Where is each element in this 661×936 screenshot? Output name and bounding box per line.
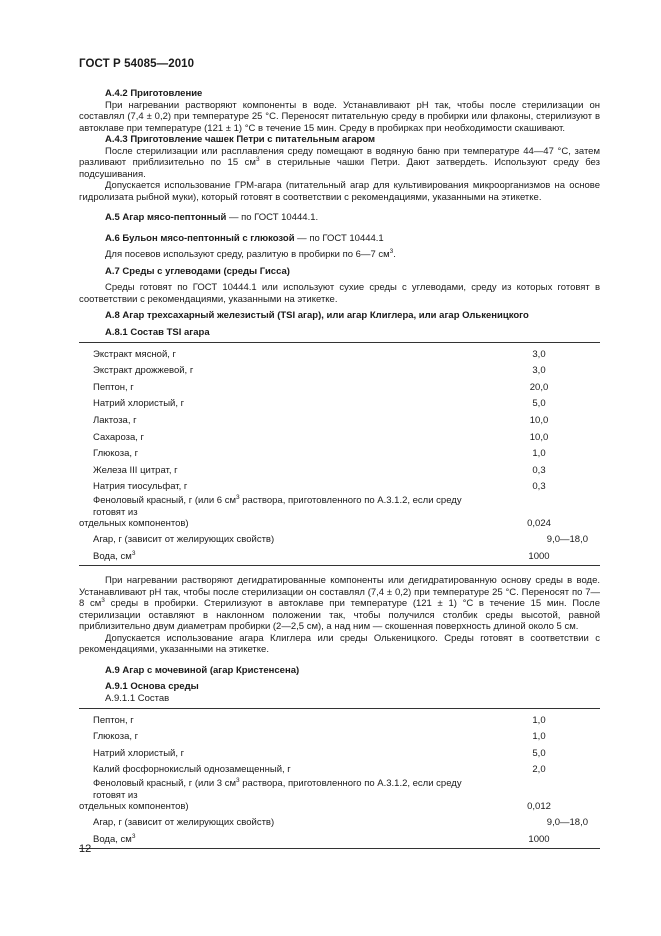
table-row: Сахароза, г 10,0 bbox=[93, 431, 549, 443]
table-row: Железа III цитрат, г 0,3 bbox=[93, 464, 546, 476]
table-row: Пептон, г 1,0 bbox=[93, 714, 546, 726]
document-header: ГОСТ Р 54085—2010 bbox=[79, 58, 195, 70]
document-body bbox=[79, 88, 600, 849]
table-row: Вода, $см^3$ 1000 bbox=[93, 833, 550, 846]
section-a43-text1: После стерилизации или расплавления среду помещают в водяную баню при температуре 44—47 °С, затем разливают приблизительно по 15 $см^3$ в стерильные чашки Петри. Дают затвердеть. Используют среду без подсушивания. bbox=[79, 145, 600, 180]
table-row: Вода, $см^3$ 1000 bbox=[93, 549, 550, 562]
section-a42-text: При нагревании растворяют компоненты в воде. Устанавливают рН так, чтобы после стерилизации он составлял (7,4 ± 0,2) при температуре 25 °С. Переносят питательную среду в пробирки или флаконы, стерилизуют в автоклаве при температуре (121 ± 1) °С в течение 15 мин. Среду в пробирках при необходимости скашивают. bbox=[79, 99, 600, 134]
table-row: Экстракт дрожжевой, г 3,0 bbox=[93, 365, 546, 377]
section-a8-prep-text: При нагревании растворяют дегидратированные компоненты или дегидратированную основу среды в воде. Устанавливают рН так, чтобы после стерилизации он составлял (7,4 ± 0,2) при температуре 25 °С. Переносят по 7—8 $см^3$ среды в пробирки. Стерилизуют в автоклаве при температуре (121 ± 1) °С в течение 15 мин. После стерилизации оставляют в наклонном положении так, чтобы получился столбик среды высотой, равной приблизительно двум диаметрам пробирки (2—2,5 см), а над ним — скошенная поверхность длиной около 5 см. bbox=[79, 575, 600, 633]
table-row: Натрия тиосульфат, г 0,3 bbox=[93, 481, 546, 493]
table-row: Натрий хлористый, г 5,0 bbox=[93, 747, 546, 759]
section-a91-title: А.9.1 Основа среды bbox=[105, 681, 199, 693]
section-a9-title: А.9 Агар с мочевиной (агар Кристенсена) bbox=[105, 664, 300, 676]
section-a6: А.6 Бульон мясо-пептонный с глюкозой — по ГОСТ 10444.1 bbox=[105, 232, 384, 244]
section-a8-note: Допускается использование агара Клиглера или среды Олькеницкого. Среды готовят в соответствии с рекомендациями, указанными на этикетке. bbox=[79, 632, 600, 656]
table-row: Калий фосфорнокислый однозамещенный, г 2,0 bbox=[93, 764, 546, 776]
table-row: Агар, г (зависит от желирующих свойств) 9,0—18,0 bbox=[93, 534, 588, 546]
section-a7-text: Среды готовят по ГОСТ 10444.1 или используют сухие среды с углеводами, среду из которых готовят в соответствии с рекомендациями, указанными на этикетке. bbox=[79, 282, 600, 305]
urea-agar-composition-table bbox=[79, 708, 600, 849]
table-row: Агар, г (зависит от желирующих свойств) 9,0—18,0 bbox=[93, 817, 588, 829]
section-a81-title: А.8.1 Состав TSI агара bbox=[105, 326, 210, 338]
section-a5: А.5 Агар мясо-пептонный — по ГОСТ 10444.1. bbox=[105, 212, 319, 223]
page-number: 12 bbox=[79, 843, 92, 855]
section-a7-title: А.7 Среды с углеводами (среды Гисса) bbox=[105, 265, 290, 277]
table-row: Лактоза, г 10,0 bbox=[93, 414, 549, 426]
table-row: Глюкоза, г 1,0 bbox=[93, 448, 546, 460]
section-a6-text: Для посевов используют среду, разлитую в пробирки по 6—7 $см^3$. bbox=[105, 248, 396, 260]
section-a42-title: А.4.2 Приготовление bbox=[105, 88, 203, 99]
section-a911-title: А.9.1.1 Состав bbox=[105, 692, 170, 704]
section-a43-title: А.4.3 Приготовление чашек Петри с питательным агаром bbox=[105, 134, 376, 145]
table-row: Натрий хлористый, г 5,0 bbox=[93, 398, 546, 410]
table-row: Глюкоза, г 1,0 bbox=[93, 731, 546, 743]
section-a43-text2: Допускается использование ГРМ-агара (питательный агар для культивирования микроорганизмов на основе гидролизата рыбной муки), который готовят в соответствии с рекомендациями, указанными на этикетке. bbox=[79, 180, 600, 203]
table-row: Экстракт мясной, г 3,0 bbox=[93, 348, 546, 360]
table-row: Феноловый красный, г (или 3 $см^3$ раствора, приготовленного по А.3.1.2, если среду готовят из отдельных компонентов) 0,012 bbox=[79, 777, 551, 813]
table-row: Феноловый красный, г (или 6 $см^3$ раствора, приготовленного по А.3.1.2, если среду готовят из отдельных компонентов) 0,024 bbox=[79, 494, 551, 530]
table-row: Пептон, г 20,0 bbox=[93, 381, 549, 393]
section-a8-title: А.8 Агар трехсахарный железистый (TSI агар), или агар Клиглера, или агар Олькеницкого bbox=[105, 310, 529, 321]
tsi-composition-table bbox=[79, 342, 600, 566]
